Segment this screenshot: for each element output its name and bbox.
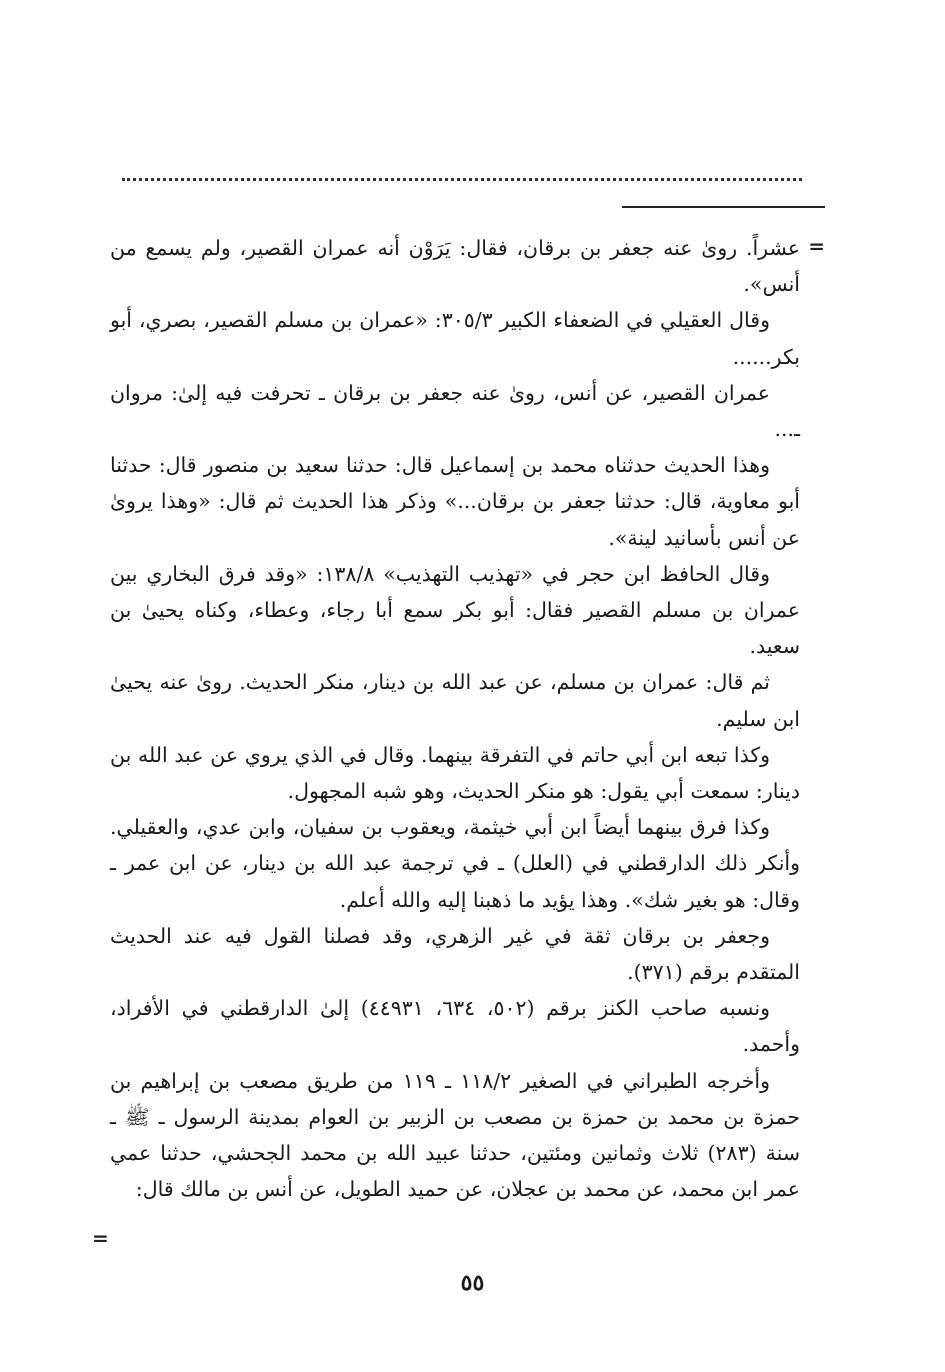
continuation-mark-start: = xyxy=(808,234,825,258)
continuation-mark-end: = xyxy=(92,1226,109,1250)
paragraph-7: وكذا تبعه ابن أبي حاتم في التفرقة بينهما. وقال في الذي يروي عن عبد الله بن دينار: سمعت أبي يقول: هو منكر الحديث، وهو شبه المجهول. xyxy=(110,742,800,804)
paragraph-11: وأخرجه الطبراني في الصغير ١١٨/٢ ـ ١١٩ من طريق مصعب بن إبراهيم بن حمزة بن محمد بن حمزة بن مصعب بن الزبير بن العوام بمدينة الرسول ـ ﷺ ـ سنة (٢٨٣) ثلاث وثمانين ومئتين، حدثنا عبيد الله بن محمد الجحشي، حدثنا عمي عمر ابن محمد، عن محمد بن عجلان، عن حميد الطويل، عن أنس بن مالك قال: xyxy=(110,1068,800,1202)
paragraph-1: عشراً. روىٰ عنه جعفر بن برقان، فقال: يَرَوْن أنه عمران القصير، ولم يسمع من أنس». xyxy=(110,236,800,297)
paragraph-2: وقال العقيلي في الضعفاء الكبير ٣٠٥/٣: «عمران بن مسلم القصير، بصري، أبو بكر...... xyxy=(110,308,800,369)
footnote-body xyxy=(110,230,800,1207)
paragraph-6: ثم قال: عمران بن مسلم، عن عبد الله بن دينار، منكر الحديث. روىٰ عنه يحيىٰ ابن سليم. xyxy=(110,670,800,731)
paragraph-4: وهذا الحديث حدثناه محمد بن إسماعيل قال: حدثنا سعيد بن منصور قال: حدثنا أبو معاوية، قال: حدثنا جعفر بن برقان...» وذكر هذا الحديث ثم قال: «وهذا يروىٰ عن أنس بأسانيد لينة». xyxy=(110,453,800,550)
paragraph-8: وكذا فرق بينهما أيضاً ابن أبي خيثمة، ويعقوب بن سفيان، وابن عدي، والعقيلي. وأنكر ذلك الدارقطني في (العلل) ـ في ترجمة عبد الله بن دينار، عن ابن عمر ـ وقال: هو بغير شك». وهذا يؤيد ما ذهبنا إليه والله أعلم. xyxy=(110,815,800,912)
page-number: ٥٥ xyxy=(460,1270,485,1296)
dotted-separator xyxy=(122,178,802,181)
paragraph-5: وقال الحافظ ابن حجر في «تهذيب التهذيب» ١٣٨/٨: «وقد فرق البخاري بين عمران بن مسلم القصير فقال: أبو بكر سمع أبا رجاء، وعطاء، وكناه يحيىٰ بن سعيد. xyxy=(110,561,800,659)
paragraph-9: وجعفر بن برقان ثقة في غير الزهري، وقد فصلنا القول فيه عند الحديث المتقدم برقم (٣٧١). xyxy=(110,923,800,985)
paragraph-3: عمران القصير، عن أنس، روىٰ عنه جعفر بن برقان ـ تحرفت فيه إلىٰ: مروان ـ... xyxy=(110,380,800,442)
paragraph-10: ونسبه صاحب الكنز برقم (٥٠٢، ٦٣٤، ٤٤٩٣١) إلىٰ الدارقطني في الأفراد، وأحمد. xyxy=(110,996,800,1057)
footnote-separator-line xyxy=(622,206,825,208)
